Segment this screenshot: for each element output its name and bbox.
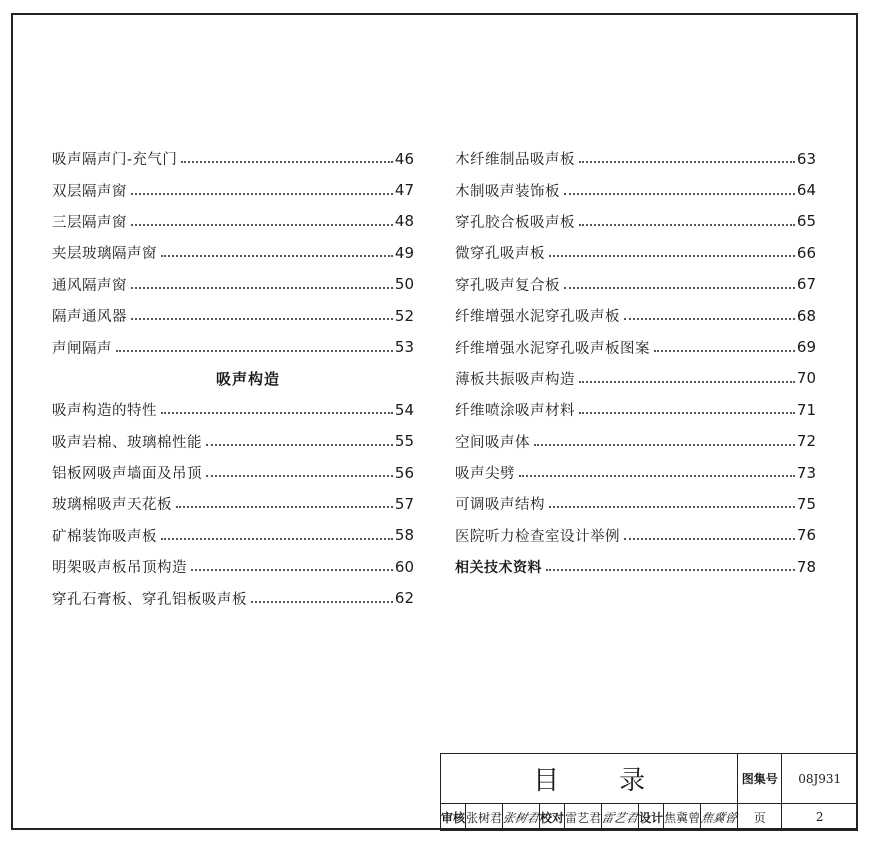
toc-entry-page: 78 [796, 557, 816, 576]
check-label: 校对 [540, 804, 565, 831]
check-name: 雷艺君 [565, 804, 602, 831]
toc-entry-title: 隔声通风器 [52, 309, 127, 326]
toc-entry[interactable] [52, 206, 414, 237]
toc-entry[interactable] [455, 331, 816, 362]
toc-entry-title: 明架吸声板吊顶构造 [52, 560, 187, 577]
toc-entry-page: 72 [796, 432, 816, 451]
leader-dots [549, 254, 795, 257]
toc-entry[interactable] [52, 174, 414, 205]
toc-entry-page: 57 [394, 494, 414, 513]
toc-right-column [455, 143, 816, 582]
toc-entry-page: 47 [394, 181, 414, 200]
toc-entry-title: 穿孔吸声复合板 [455, 277, 560, 294]
toc-entry[interactable] [52, 551, 414, 582]
toc-entry-title: 玻璃棉吸声天花板 [52, 497, 172, 514]
leader-dots [564, 192, 795, 195]
toc-entry-page: 67 [796, 275, 816, 294]
toc-entry-title: 微穿孔吸声板 [455, 246, 545, 263]
toc-entry-page: 73 [796, 463, 816, 482]
toc-entry[interactable] [52, 426, 414, 457]
page-label: 页 [738, 804, 782, 831]
toc-entry-title: 木纤维制品吸声板 [455, 152, 575, 169]
toc-entry-page: 49 [394, 243, 414, 262]
toc-entry-page: 76 [796, 526, 816, 545]
leader-dots [579, 223, 795, 226]
toc-entry-title: 木制吸声装饰板 [455, 183, 560, 200]
toc-entry[interactable] [455, 426, 816, 457]
toc-entry-page: 62 [394, 589, 414, 608]
review-label: 审核 [441, 804, 466, 831]
toc-entry-page: 63 [796, 149, 816, 168]
toc-entry[interactable] [455, 300, 816, 331]
toc-entry-title: 铝板网吸声墙面及吊顶 [52, 466, 202, 483]
toc-entry-page: 64 [796, 181, 816, 200]
toc-entry-page: 75 [796, 494, 816, 513]
toc-entry-related-materials[interactable] [455, 551, 816, 582]
toc-entry[interactable] [52, 488, 414, 519]
toc-entry-page: 52 [394, 306, 414, 325]
page-number: 2 [782, 804, 858, 831]
toc-entry[interactable] [455, 394, 816, 425]
toc-entry-title: 矿棉装饰吸声板 [52, 528, 157, 545]
toc-entry-title: 吸声岩棉、玻璃棉性能 [52, 434, 202, 451]
toc-entry-title: 纤维喷涂吸声材料 [455, 403, 575, 420]
toc-entry-title: 吸声隔声门-充气门 [52, 152, 178, 169]
toc-entry-title: 双层隔声窗 [52, 183, 127, 200]
design-label: 设计 [639, 804, 664, 831]
toc-entry[interactable] [455, 237, 816, 268]
toc-entry[interactable] [52, 582, 414, 613]
toc-left-column [52, 143, 414, 614]
leader-dots [176, 505, 393, 508]
review-name: 张树君 [466, 804, 503, 831]
leader-dots [579, 411, 795, 414]
atlas-number-label: 图集号 [738, 754, 782, 804]
toc-entry[interactable] [52, 143, 414, 174]
toc-entry[interactable] [455, 143, 816, 174]
sheet-title: 目录 [441, 754, 738, 804]
toc-entry-page: 60 [394, 557, 414, 576]
toc-entry[interactable] [455, 269, 816, 300]
toc-entry[interactable] [455, 488, 816, 519]
leader-dots [161, 254, 393, 257]
toc-entry[interactable] [52, 394, 414, 425]
toc-entry-page: 65 [796, 212, 816, 231]
leader-dots [534, 443, 795, 446]
leader-dots [206, 443, 393, 446]
toc-entry-title: 薄板共振吸声构造 [455, 371, 575, 388]
toc-entry-page: 48 [394, 212, 414, 231]
toc-entry[interactable] [52, 520, 414, 551]
toc-entry-title: 吸声尖劈 [455, 466, 515, 483]
toc-entry-title: 声闸隔声 [52, 340, 112, 357]
toc-entry-title: 空间吸声体 [455, 434, 530, 451]
leader-dots [546, 568, 795, 571]
toc-entry-page: 50 [394, 275, 414, 294]
leader-dots [131, 223, 393, 226]
toc-entry[interactable] [455, 363, 816, 394]
toc-entry-page: 55 [394, 432, 414, 451]
toc-entry[interactable] [455, 174, 816, 205]
toc-entry[interactable] [455, 206, 816, 237]
toc-entry[interactable] [52, 457, 414, 488]
leader-dots [131, 317, 393, 320]
toc-entry-title: 通风隔声窗 [52, 277, 127, 294]
toc-entry-title: 三层隔声窗 [52, 214, 127, 231]
toc-entry-title: 纤维增强水泥穿孔吸声板 [455, 309, 620, 326]
toc-entry[interactable] [52, 300, 414, 331]
toc-entry-page: 71 [796, 400, 816, 419]
toc-entry-page: 58 [394, 526, 414, 545]
toc-entry-title: 穿孔胶合板吸声板 [455, 214, 575, 231]
leader-dots [116, 349, 393, 352]
leader-dots [191, 568, 393, 571]
title-block [440, 753, 858, 830]
section-heading: 吸声构造 [215, 369, 280, 388]
leader-dots [161, 537, 393, 540]
leader-dots [519, 474, 795, 477]
leader-dots [131, 192, 393, 195]
toc-entry-page: 70 [796, 369, 816, 388]
leader-dots [624, 317, 795, 320]
toc-entry-title: 穿孔石膏板、穿孔铝板吸声板 [52, 591, 247, 608]
toc-entry[interactable] [455, 520, 816, 551]
leader-dots [181, 160, 393, 163]
toc-entry-title: 夹层玻璃隔声窗 [52, 246, 157, 263]
toc-entry-page: 56 [394, 463, 414, 482]
toc-entry-page: 69 [796, 338, 816, 357]
leader-dots [206, 474, 393, 477]
toc-entry[interactable] [52, 237, 414, 268]
leader-dots [579, 160, 795, 163]
leader-dots [564, 286, 795, 289]
leader-dots [161, 411, 393, 414]
toc-entry-page: 66 [796, 243, 816, 262]
leader-dots [654, 349, 795, 352]
review-signature: 张树君 [503, 804, 540, 831]
toc-entry-page: 68 [796, 306, 816, 325]
toc-entry-title: 医院听力检查室设计举例 [455, 528, 620, 545]
toc-entry-title: 相关技术资料 [455, 559, 542, 576]
check-signature: 雷艺君 [602, 804, 639, 831]
design-name: 焦冀曾 [664, 804, 701, 831]
design-signature: 焦冀曾 [701, 804, 738, 831]
leader-dots [131, 286, 393, 289]
leader-dots [624, 537, 795, 540]
toc-entry-title: 可调吸声结构 [455, 497, 545, 514]
toc-entry[interactable] [52, 331, 414, 362]
toc-entry-page: 53 [394, 338, 414, 357]
toc-entry-title: 吸声构造的特性 [52, 403, 157, 420]
toc-entry-title: 纤维增强水泥穿孔吸声板图案 [455, 340, 650, 357]
toc-entry[interactable] [455, 457, 816, 488]
leader-dots [579, 380, 795, 383]
toc-entry-page: 46 [394, 149, 414, 168]
leader-dots [251, 600, 393, 603]
toc-entry[interactable] [52, 269, 414, 300]
atlas-number: 08J931 [782, 754, 858, 804]
leader-dots [549, 505, 795, 508]
toc-entry-page: 54 [394, 400, 414, 419]
